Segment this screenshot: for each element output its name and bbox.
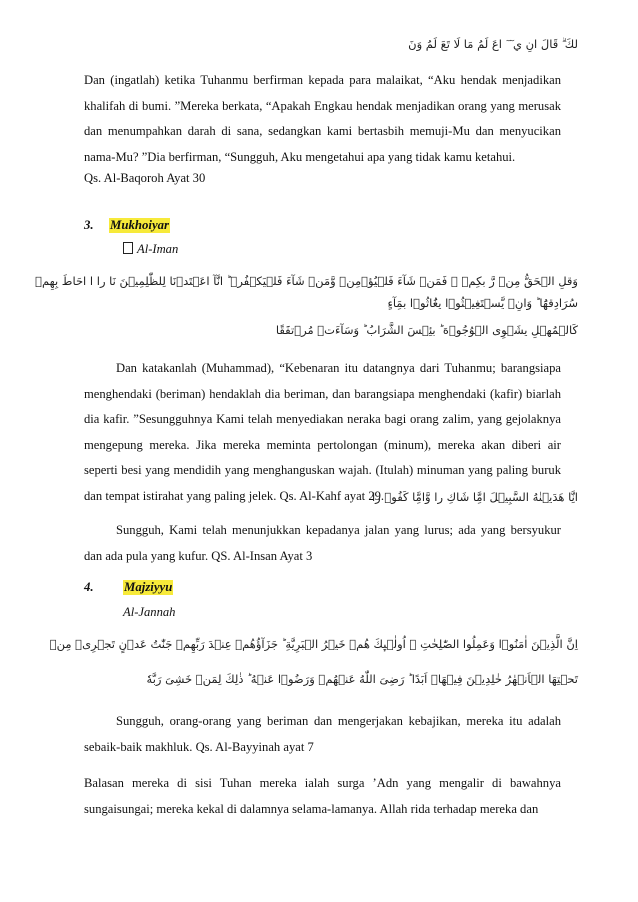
section-subtitle-al-jannah: Al-Jannah <box>123 605 176 619</box>
arabic-verse-bayyinah-line-2: تَحۡتِهَا الۡاَنۡهٰرُ خٰلِدِيۡنَ فِيۡهَاۤ اَبَدًا ؕ رَضِىَ اللّٰهُ عَنۡهُمۡ وَرَضُوۡا عَنۡهُ ؕ ذٰلِكَ لِمَنۡ خَشِىَ رَبَّهٗ <box>146 672 578 686</box>
section-number-3: 3. <box>84 218 94 232</box>
arabic-verse-insan: انَِّا هَدَيۡنٰهُ السَّبِيۡلَ امَِّا شَاكِ را وَّامَِّا كَفُوۡ را <box>371 490 578 504</box>
translation-paragraph-bayyinah-cont: Balasan mereka di sisi Tuhan mereka ialah surga ’Adn yang mengalir di bawahnya sungaisungai; mereka kekal di dalamnya selama-lamanya. Allah rida terhadap mereka dan <box>84 776 561 816</box>
arabic-verse-kahf-line-2: سُرَادِقهَُا ؕ وَانِۡ يَّسۡتَغِيۡثُوۡا يغَُاثُوۡا بمَِآءٍ <box>387 296 578 310</box>
arabic-verse-baqarah: لكَ ۗ قَالَ انِ ي ٓ ٓ اعَ لَمُ مَا لَا تَعَ لَمُ وَنَ <box>408 37 578 51</box>
arabic-verse-kahf-line-3: كَالۡمُهۡلِ يشَۡوِى الۡوُجُوۡهَ ؕ بئِۡسَ الشَّرَابُ ؕ وَسَآءَتۡ مُرۡتفََقًا <box>275 323 578 337</box>
arabic-verse-bayyinah-line-1: اِنَّ الَّذِيۡنَ اٰمَنُوۡا وَعَمِلُوا الصّٰلِحٰتِ ۙ اُولٰۤٮِٕكَ هُمۡ خَيۡرُ الۡبَرِيَّةِ ؕ جَزَآؤُهُمۡ عِنۡدَ رَبِّهِمۡ جَنّٰتُ عَدۡنٍ تَجۡرِىۡ مِنۡ <box>49 637 578 651</box>
arabic-verse-kahf-line-1: وَقلِ الۡحَقُّ مِنۡ رَّ بكِمۡ ۗ فَمَنۡ شَآءَ فَلۡيُؤۡمِنۡ وَّمَنۡ شَآءَ فَلۡيَكۡفُرۡ ؕ انَّآ اعَۡتَدۡنَا لِلظّٰلِمِيۡنَ نَا را ا احَاطَ بِهِمۡ <box>35 274 578 288</box>
section-title-mukhoiyar: Mukhoiyar <box>110 218 170 232</box>
translation-paragraph-kahf: Dan katakanlah (Muhammad), “Kebenaran itu datangnya dari Tuhanmu; barangsiapa menghendaki (beriman) hendaklah dia beriman, dan barangsiapa menghendaki (kafir) biarlah dia kafir. ”Sesungguhnya Kami telah menyediakan neraka bagi orang zalim, yang gejolaknya mengepung mereka. Jika mereka meminta pertolongan (minum), mereka akan diberi air seperti besi yang mendidih yang menghanguskan wajah. (Itulah) minuman yang paling buruk dan tempat istirahat yang paling jelek. Qs. Al-Kahf ayat 29. <box>84 361 561 503</box>
reference-baqarah: Qs. Al-Baqoroh Ayat 30 <box>84 171 206 185</box>
translation-paragraph-bayyinah: Sungguh, orang-orang yang beriman dan mengerjakan kebajikan, mereka itu adalah sebaik-baik makhluk. Qs. Al-Bayyinah ayat 7 <box>84 714 561 754</box>
section-subtitle-text: Al-Iman <box>137 242 179 256</box>
checkbox-icon <box>123 242 133 254</box>
translation-paragraph-insan: Sungguh, Kami telah menunjukkan kepadanya jalan yang lurus; ada yang bersyukur dan ada pula yang kufur. QS. Al-Insan Ayat 3 <box>84 523 561 563</box>
translation-paragraph-baqarah: Dan (ingatlah) ketika Tuhanmu berfirman kepada para malaikat, “Aku hendak menjadikan khalifah di bumi. ”Mereka berkata, “Apakah Engkau hendak menjadikan orang yang merusak dan menumpahkan darah di sana, sedangkan kami bertasbih memuji-Mu dan menyucikan nama-Mu? ”Dia berfirman, “Sungguh, Aku mengetahui apa yang tidak kamu ketahui. <box>84 73 561 164</box>
section-title-majziyyu: Majziyyu <box>124 580 173 594</box>
section-number-4: 4. <box>84 580 94 594</box>
section-subtitle-al-iman <box>123 242 178 257</box>
